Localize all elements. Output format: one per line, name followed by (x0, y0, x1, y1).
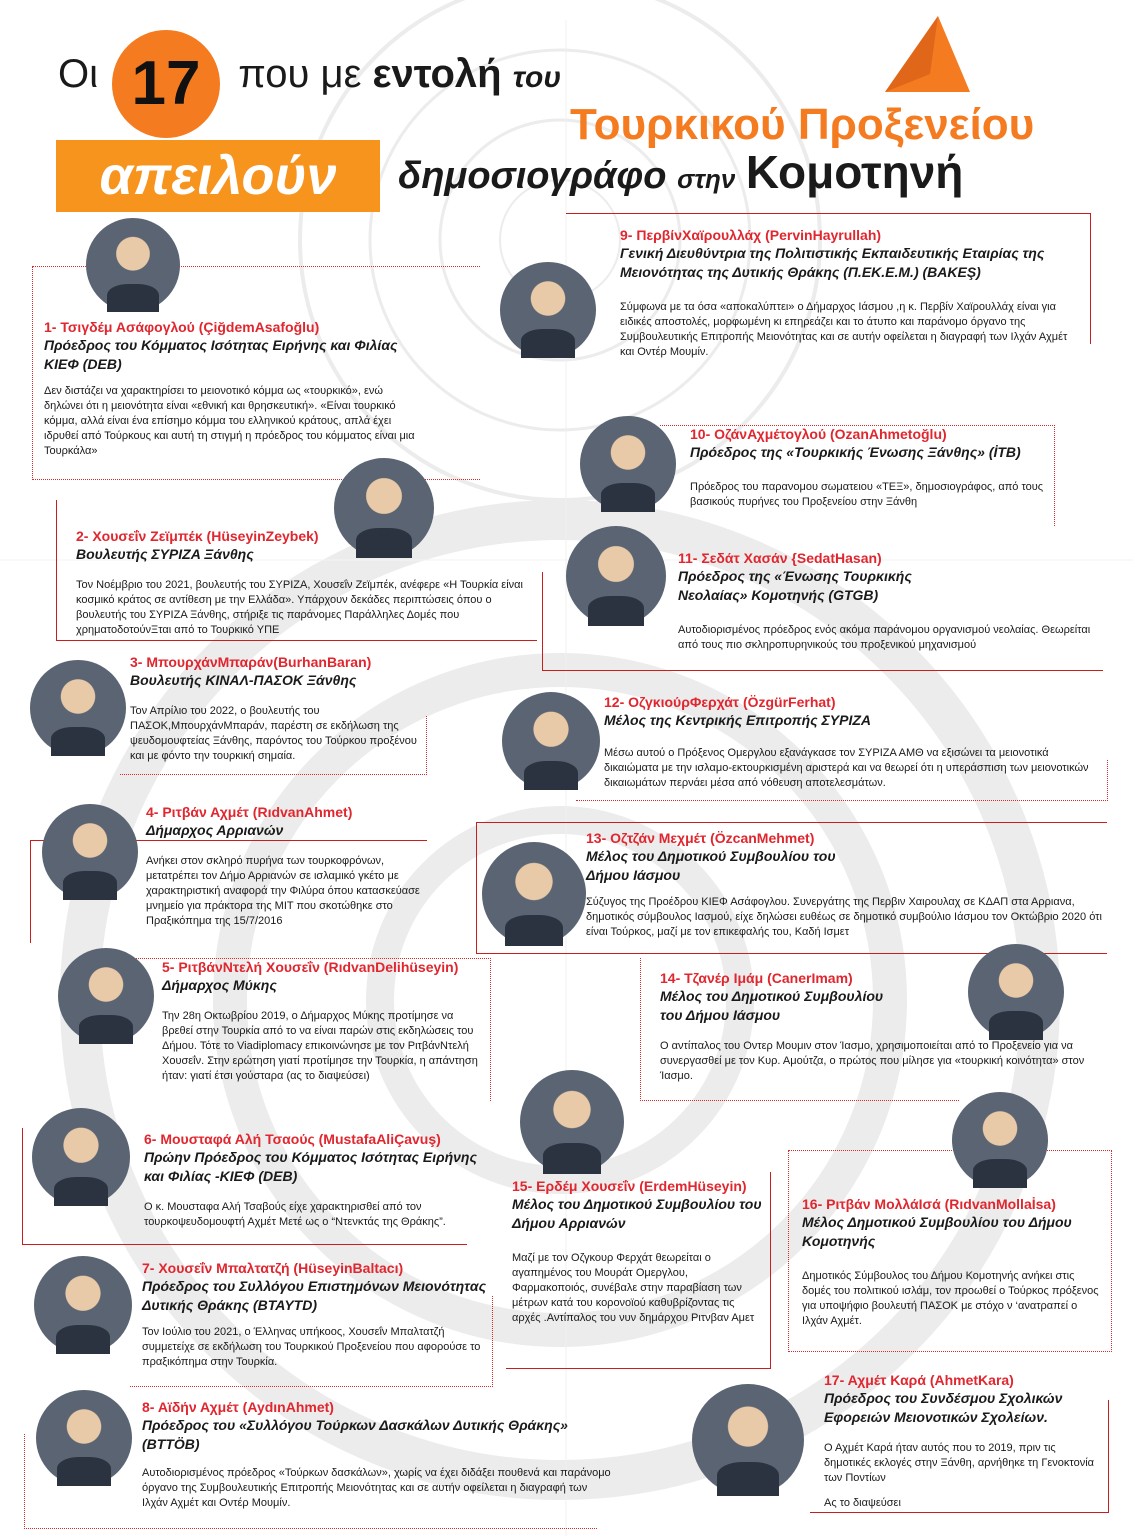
person-role: Μέλος του Δημοτικού Συμβουλίου του Δήμου Αρριανών (512, 1196, 762, 1231)
title-in: στην (677, 164, 736, 194)
person-description: Δημοτικός Σύμβουλος του Δήμου Κομοτηνής ανήκει στις δομές του πολιτικού ισλάμ, τον προωθεί ο Τούρκος πρόξενος για υποψήφιο βουλευτή ΠΑΣΟΚ με στόχο ν ‘ανατραπεί ο Ιλχάν Αχμέτ. (802, 1270, 1099, 1327)
person-role: Πρόεδρος της «Τουρκικής Ένωσης Ξάνθης» (İTB) (690, 444, 1021, 460)
person-description: Ανήκει στον σκληρό πυρήνα των τουρκοφρόνων, μετατρέπει τον Δήμο Αρριανών σε ισλαμικό γκέτο με χαρακτηριστική αναφορά την Φιλύρα όπου κατασκεύασε μνημείο για πράκτορα της ΜΙΤ που σκοτώθηκε στο Πραξικόπημα της 15/7/2016 (146, 855, 420, 927)
person-role: Πρόεδρος της «Ένωσης Τουρκικής Νεολαίας» Κομοτηνής (GTGB) (678, 568, 912, 603)
person-name: 1- Τσιγδέμ Ασάφογλού (ÇiğdemAsafoğlu) (44, 319, 320, 335)
person-role: Μέλος της Κεντρικής Επιτροπής ΣΥΡΙΖΑ (604, 712, 872, 728)
title-line-1 (58, 52, 561, 97)
person-description: Πρόεδρος του παρανομου σωματειου «ΤΕΞ», δημοσιογράφος, από τους βασικούς πυρήνες του Προξενείου στην Ξάνθη (690, 481, 1044, 508)
person-name: 14- Τζανέρ Ιμάμ (CanerImam) (660, 970, 853, 986)
title-journalist: δημοσιογράφο (398, 155, 667, 197)
person-description: Δεν διστάζει να χαρακτηρίσει το μειονοτικό κόμμα ως «τουρκικό», ενώ δηλώνει ότι η μειονότητα είναι «εθνική και θρησκευτική». «Είναι τουρκικό κόμμα, αλλά είναι ένα επίσημο κόμμα του ελληνικού κράτους, απλά έχει ιδρυθεί από Τούρκους και αυτή τη στιγμή η πρόεδρος του κόμματος είναι μια Τουρκάλα» (44, 385, 415, 457)
person-name: 5- ΡιτβάνΝτελή Χουσεΐν (RıdvanDelihüseyin) (162, 959, 459, 975)
person-2 (76, 527, 536, 638)
title-mid: που με (238, 52, 362, 96)
person-description: Ο κ. Μουσταφα Αλή Τσαβούς είχε χαρακτηρισθεί από τον τουρκοψευδομουφτή Αχμέτ Μετέ ως ο “Ντενκτάς της Θράκης”. (144, 1201, 446, 1228)
avatar-17 (692, 1384, 804, 1496)
person-role: Δήμαρχος Αρριανών (146, 822, 284, 838)
avatar-4 (42, 804, 138, 900)
person-role: Πρώην Πρόεδρος του Κόμματος Ισότητας Ειρήνης και Φιλίας -ΚΙΕΦ (DEB) (144, 1149, 477, 1184)
person-9 (620, 226, 1080, 360)
person-role: Μέλος του Δημοτικού Συμβουλίου του Δήμου Ιάσμου (660, 988, 884, 1023)
person-3 (130, 653, 430, 764)
person-name: 6- Μουσταφά Αλή Τσαούς (MustafaAliÇavuş) (144, 1131, 441, 1147)
avatar-12 (502, 692, 600, 790)
person-description: Σύζυγος της Προέδρου ΚΙΕΦ Ασάφογλου. Συνεργάτης της Περβιν Χαιρουλαχ σε ΚΔΑΠ στα Αρριανα, δημοτικός σύμβουλος Ιασμού, είχε δηλώσει ευθέως σε δημοτικό συμβούλιο Ιάσμου τον Οκτώβριο 2020 ότι είναι Τούρκος, μαζί με τον επικεφαλής του, Καδή Ισμετ (586, 896, 1102, 938)
person-role: Πρόεδρος του Συλλόγου Επιστημόνων Μειονότητας Δυτικής Θράκης (BTAYTD) (142, 1278, 487, 1313)
avatar-13 (482, 842, 586, 946)
avatar-10 (580, 416, 676, 512)
title-prefix: Οι (58, 52, 98, 96)
person-name: 10- ΟζάνΑχμέτογλού (OzanAhmetoğlu) (690, 426, 947, 442)
avatar-16 (952, 1092, 1048, 1188)
person-role: Μέλος του Δημοτικού Συμβουλίου του Δήμου Ιάσμου (586, 848, 836, 883)
person-name: 8- Αϊδήν Αχμέτ (AydınAhmet) (142, 1399, 334, 1415)
title-suffix: του (512, 61, 562, 94)
person-6 (144, 1130, 484, 1230)
threaten-badge: απειλούν (56, 140, 380, 212)
person-10 (690, 425, 1050, 510)
person-description: Τον Ιούλιο του 2021, ο Έλληνας υπήκοος, Χουσεΐν Μπαλτατζή συμμετείχε σε εκδήλωση του Τουρκικού Προξενείου που αφορούσε το πραξικόπημα στην Τουρκία. (142, 1326, 481, 1368)
person-name: 9- ΠερβίνΧαϊρουλλάχ (PervinHayrullah) (620, 227, 882, 243)
person-role: Βουλευτής ΚΙΝΑΛ-ΠΑΣΟΚ Ξάνθης (130, 672, 357, 688)
avatar-5 (58, 948, 154, 1044)
person-name: 13- Οζτζάν Μεχμέτ (ÖzcanMehmet) (586, 830, 815, 846)
person-role: Μέλος Δημοτικού Συμβουλίου του Δήμου Κομοτηνής (802, 1214, 1072, 1249)
title-line-2: Τουρκικού Προξενείου (570, 100, 1035, 149)
person-11 (678, 549, 1098, 653)
person-role: Γενική Διευθύντρια της Πολιτιστικής Εκπαιδευτικής Εταιρίας της Μειονότητας της Δυτικής Θράκης (Π.ΕΚ.Ε.Μ.) (BAKEŞ) (620, 245, 1045, 280)
person-17 (824, 1371, 1104, 1511)
person-description: Την 28η Οκτωβρίου 2019, ο Δήμαρχος Μύκης προτίμησε να βρεθεί στην Τουρκία από το να είναι παρών στις εκδηλώσεις του Δήμου. Τότε το Viadiplomacy επικοινώνησε με τον ΡιτβάνΝτελή Χουσεΐν. Στην ερώτηση γιατί προτίμησε την Τουρκία, η απάντηση ήταν: γιατί έτσι γούσταρα (ας το διαψεύσει) (162, 1010, 478, 1082)
person-16 (802, 1195, 1102, 1329)
person-role: Πρόεδρος του Κόμματος Ισότητας Ειρήνης και Φιλίας ΚΙΕΦ (DEB) (44, 337, 398, 372)
person-name: 12- ΟζγκιούρΦερχάτ (ÖzgürFerhat) (604, 694, 836, 710)
title-line-3 (398, 145, 963, 199)
avatar-7 (34, 1256, 132, 1354)
person-role: Πρόεδρος του «Συλλόγου Τούρκων Δασκάλων Δυτικής Θράκης» (BTTÖB) (142, 1417, 568, 1452)
person-description: Μαζί με τον Οζγκουρ Φερχάτ θεωρείται ο αγαπημένος του Μουράτ Ομεργλου, Φαρμακοποιός, συνέβαλε στην παραβίαση των μέτρων κατά του κορονοϊού καθυβρίζοντας τις αρχές .Αντίπαλος του νυν δημάρχου Ριτνβαν Αμετ (512, 1252, 755, 1324)
avatar-11 (566, 526, 666, 626)
person-13 (586, 829, 1110, 940)
triangle-logo-icon (875, 14, 973, 94)
person-14 (660, 969, 1100, 1084)
person-name: 3- ΜπουρχάνΜπαράν(BurhanBaran) (130, 654, 372, 670)
person-name: 15- Ερδέμ Χουσεΐν (ErdemHüseyin) (512, 1178, 747, 1194)
person-8 (142, 1398, 612, 1511)
avatar-6 (32, 1108, 130, 1206)
person-description: Σύμφωνα με τα όσα «αποκαλύπτει» ο Δήμαρχος Ιάσμου ,η κ. Περβίν Χαϊρουλλάχ είναι για ειδικές αποστολές, μορφωμένη κι επηρεάζει και το άτυπο και παράνομο όργανο της Συμβουλευτικής Επιτροπής Μειονότητας και σε αυτήν οφείλεται η διαγραφή των Ιλχάν Αχμέτ και Οντέρ Μουμίν. (620, 301, 1068, 358)
avatar-9 (500, 262, 596, 358)
title-city: Κομοτηνή (745, 146, 964, 198)
person-12 (604, 693, 1104, 791)
person-role: Βουλευτής ΣΥΡΙΖΑ Ξάνθης (76, 546, 254, 562)
person-description: Τον Νοέμβριο του 2021, βουλευτής του ΣΥΡΙΖΑ, Χουσεΐν Ζεϊμπέκ, ανέφερε «Η Τουρκία είναι κοσμικό κράτος σε αντίθεση με την Ελλάδα». Υπάρχουν δεκάδες περιπτώσεις όπου ο βουλευτής του ΣΥΡΙΖΑ Ξάνθης, στήριξε τις παράνομες Παράλληλες Δομές που χρηματοδοτούνΞται από το Τουρκικό ΥΠΕ (76, 579, 523, 636)
person-description: Ο Αχμέτ Καρά ήταν αυτός που το 2019, πριν τις δημοτικές εκλογές στην Ξάνθη, αρνήθηκε τη Γενοκτονία των Ποντίων (824, 1442, 1095, 1484)
avatar-3 (30, 660, 126, 756)
person-name: 2- Χουσεΐν Ζεϊμπέκ (HüseyinZeybek) (76, 528, 319, 544)
avatar-15 (520, 1070, 624, 1174)
person-name: 17- Αχμέτ Καρά (AhmetKara) (824, 1372, 1014, 1388)
person-role: Δήμαρχος Μύκης (162, 977, 277, 993)
person-name: 11- Σεδάτ Χασάν {SedatHasan) (678, 550, 882, 566)
person-description: Αυτοδιορισμένος πρόεδρος ενός ακόμα παράνομου οργανισμού νεολαίας. Θεωρείται από τους πιο σκληροπυρηνικούς του προξενικού μηχανισμού (678, 624, 1091, 651)
avatar-1 (86, 218, 180, 312)
person-role: Πρόεδρος του Συνδέσμου Σχολικών Εφορειών Μειονοτικών Σχολείων. (824, 1390, 1063, 1425)
person-description: Αυτοδιορισμένος πρόεδρος «Τούρκων δασκάλων», χωρίς να έχει διδάξει πουθενά και παράνομο όργανο της Συμβουλευτικής Επιτροπής Μειονότητας και σε αυτήν οφείλεται η διαγραφή των Ιλχάν Αχμέτ και Οντέρ Μουμίν. (142, 1467, 611, 1509)
title-bold: εντολή (372, 52, 502, 96)
person-4 (146, 803, 428, 929)
person-description: Τον Απρίλιο του 2022, ο βουλευτής του ΠΑΣΟΚ,ΜπουρχάνΜπαράν, παρέστη σε εκδήλωση της ψευδομουφτείας Ξάνθης, παρόντος του Τούρκου προξένου και με φόντο την τουρκική σημαία. (130, 705, 417, 762)
number-badge: 17 (112, 30, 220, 138)
avatar-8 (36, 1390, 132, 1486)
person-description: Μέσω αυτού ο Πρόξενος Ομεργλου εξανάγκασε τον ΣΥΡΙΖΑ ΑΜΘ να εξισώνει τα μειονοτικά δικαιώματα με την ισλαμο-εκτουρκισμένη αριστερά και να θεωρεί ότι η υπεράσπιση των μειονοτικών δικαιωμάτων περνάει μέσα από νόθευση αποτελεσμάτων. (604, 747, 1089, 789)
person-description-note: Ας το διαψεύσει (824, 1497, 901, 1509)
person-5 (162, 958, 484, 1084)
person-15 (512, 1177, 764, 1326)
person-7 (142, 1259, 488, 1370)
person-name: 16- Ριτβάν ΜολλάIσά (RıdvanMollaİsa) (802, 1196, 1056, 1212)
person-name: 7- Χουσεΐν Μπαλτατζή (HüseyinBaltacı) (142, 1260, 404, 1276)
person-name: 4- Ριτβάν Αχμέτ (RıdvanAhmet) (146, 804, 353, 820)
person-1 (44, 318, 424, 459)
person-description: Ο αντίπαλος του Οντερ Μουμιν στον Ίασμο, χρησιμοποιείται από το Προξενείο για να συνεργασθεί με τον Κυρ. Αμούτζα, ο πρώτος που μίλησε για «τουρκική κοινότητα» στον Ίασμο. (660, 1040, 1085, 1082)
